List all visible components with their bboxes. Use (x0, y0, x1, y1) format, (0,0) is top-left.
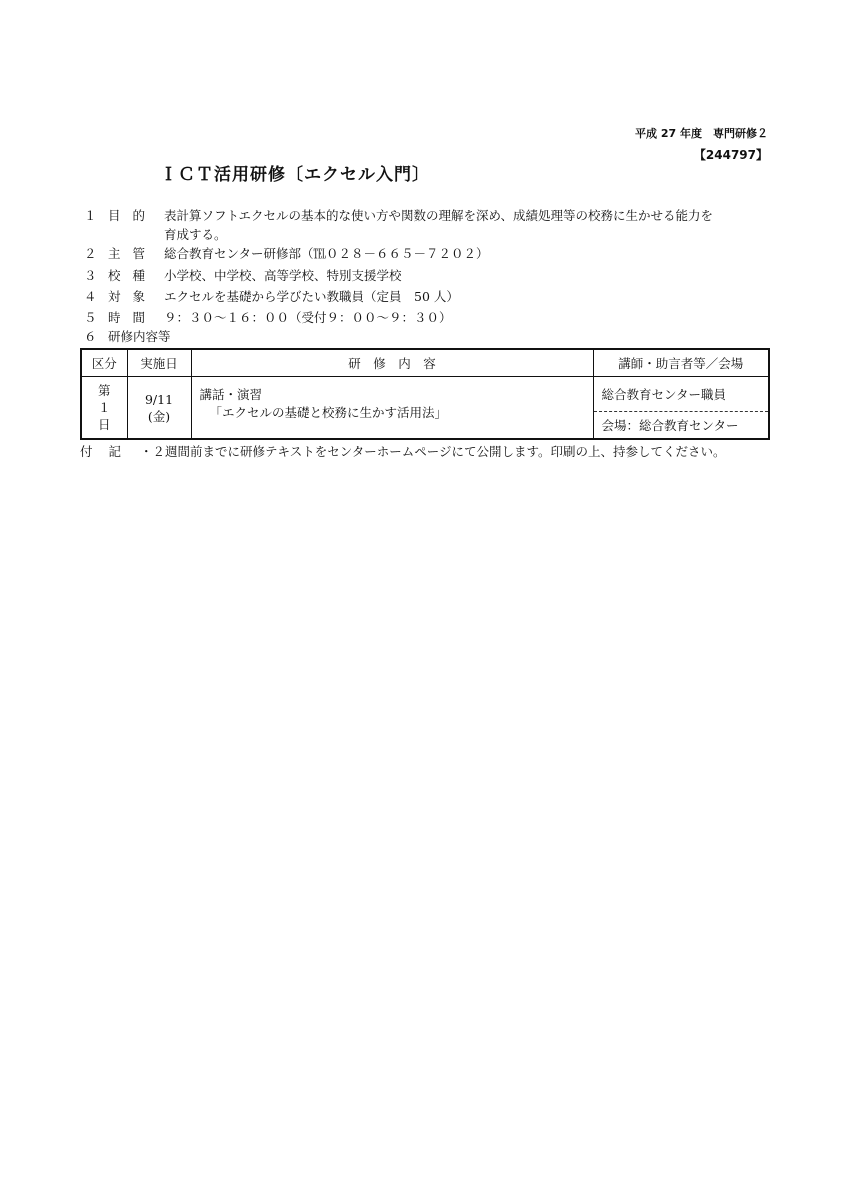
item-label: 目的 (108, 208, 158, 223)
item-school-type (84, 268, 402, 284)
item-value: エクセルを基礎から学びたい教職員（定員 50 人） (164, 289, 459, 304)
fiscal-year-label: 平成 27 年度 専門研修２ (635, 127, 768, 140)
page-title: ＩＣＴ活用研修〔エクセル入門〕 (160, 165, 430, 185)
item-time (84, 310, 452, 326)
item-label: 時間 (108, 310, 158, 325)
item-value: 総合教育センター研修部（℡０２８－６６５－７２０２） (164, 246, 489, 261)
item-number: ６ (84, 329, 97, 344)
header-division: 区分 (81, 349, 127, 377)
item-organizer (84, 246, 489, 262)
item-label: 校種 (108, 268, 158, 283)
course-code: 【244797】 (693, 148, 768, 162)
table-header-row (81, 349, 769, 377)
training-schedule-table (80, 348, 770, 440)
header-date: 実施日 (127, 349, 191, 377)
item-number: ２ (84, 246, 97, 261)
venue-cell: 会場：総合教育センター (593, 412, 769, 440)
item-number: １ (84, 208, 97, 223)
item-content-heading (84, 329, 171, 345)
item-purpose (84, 208, 713, 224)
item-label: 対象 (108, 289, 158, 304)
item-number: ５ (84, 310, 97, 325)
division-cell: 第 １ 日 (81, 377, 127, 440)
instructor-cell: 総合教育センター職員 (593, 377, 769, 412)
footnote-label: 付記 (80, 444, 138, 459)
item-number: ３ (84, 268, 97, 283)
item-value: 小学校、中学校、高等学校、特別支援学校 (164, 268, 402, 283)
header-instructor-venue: 講師・助言者等／会場 (593, 349, 769, 377)
table-row (81, 377, 769, 412)
footnote-text: ・２週間前までに研修テキストをセンターホームページにて公開します。印刷の上、持参してください。 (140, 444, 726, 459)
footnote (80, 442, 726, 460)
header-content: 研 修 内 容 (191, 349, 593, 377)
content-cell: 講話・演習 「エクセルの基礎と校務に生かす活用法」 (191, 377, 593, 440)
item-purpose-continuation: 育成する。 (164, 227, 227, 242)
item-value: ９：３０～１６：００（受付９：００～９：３０） (164, 310, 452, 325)
item-label: 主管 (108, 246, 158, 261)
item-value: 表計算ソフトエクセルの基本的な使い方や関数の理解を深め、成績処理等の校務に生かせる能力を (164, 208, 714, 223)
item-label: 研修内容等 (108, 329, 171, 344)
item-target (84, 289, 459, 305)
date-cell: 9/11 (金) (127, 377, 191, 440)
item-number: ４ (84, 289, 97, 304)
